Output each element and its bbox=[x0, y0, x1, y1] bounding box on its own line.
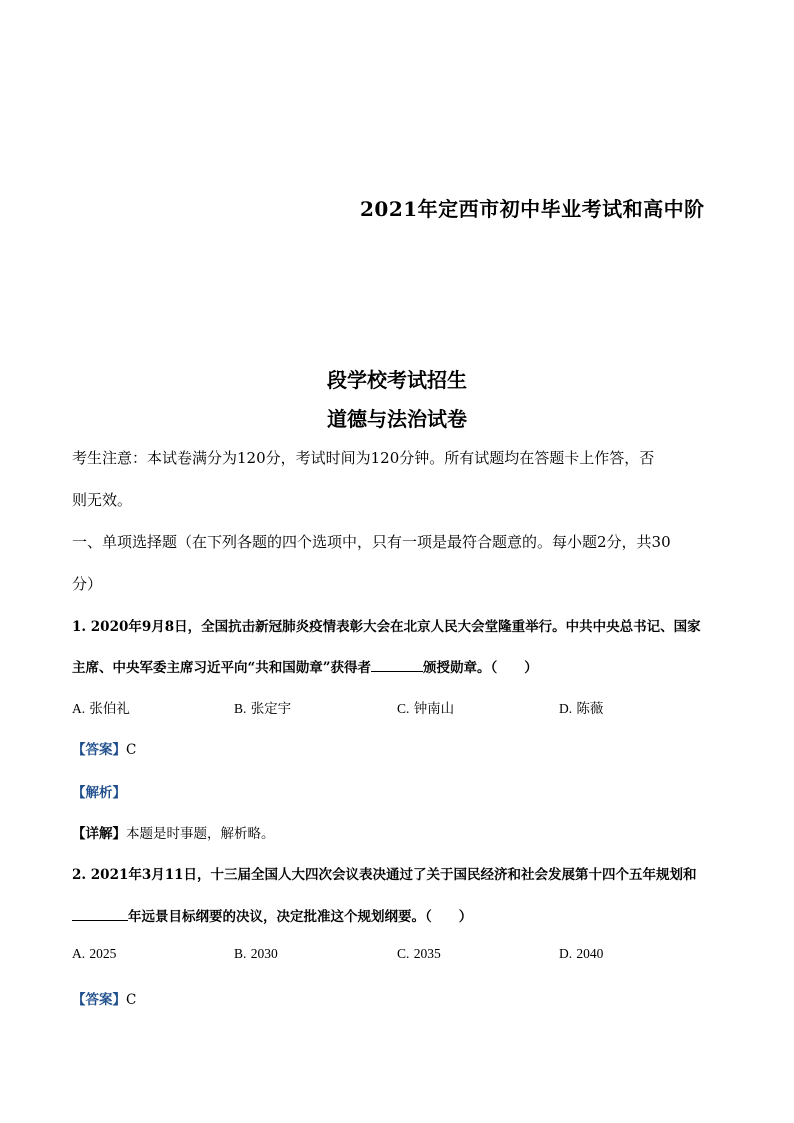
option-text: 张伯礼 bbox=[89, 701, 130, 717]
option-letter: A. bbox=[72, 946, 86, 961]
option-letter: D. bbox=[559, 946, 573, 961]
answer-value: C bbox=[126, 992, 137, 1008]
option-letter: A. bbox=[72, 701, 86, 716]
section-heading-line2: 分） bbox=[72, 575, 103, 593]
question-2-option-a bbox=[72, 946, 116, 962]
question-2-answer bbox=[72, 988, 136, 1008]
question-2-option-b bbox=[234, 946, 278, 962]
answer-value: C bbox=[126, 742, 137, 758]
question-2-option-c bbox=[397, 946, 441, 962]
option-letter: C. bbox=[397, 946, 410, 961]
detail-text: 本题是时事题，解析略。 bbox=[126, 826, 275, 842]
question-2-option-d bbox=[559, 946, 603, 962]
question-1-line1: 1. 2020年9月8日，全国抗击新冠肺炎疫情表彰大会在北京人民大会堂隆重举行。中共中央总书记、国家 bbox=[72, 619, 701, 635]
question-2-blank bbox=[72, 908, 128, 921]
notice-line2: 则无效。 bbox=[72, 491, 133, 509]
option-text: 2040 bbox=[576, 946, 604, 961]
question-1-line2 bbox=[72, 656, 538, 676]
option-text: 2030 bbox=[250, 946, 278, 961]
question-1-detail bbox=[72, 822, 275, 842]
question-1-option-b bbox=[234, 697, 291, 717]
analysis-label: 【解析】 bbox=[72, 785, 126, 801]
option-text: 张定宇 bbox=[250, 701, 292, 717]
question-1-line2-tail: 颁授勋章。（ ） bbox=[423, 660, 538, 676]
question-1-option-d bbox=[559, 697, 603, 717]
question-1-analysis bbox=[72, 781, 126, 801]
option-letter: C. bbox=[397, 701, 410, 716]
option-letter: D. bbox=[559, 701, 573, 716]
question-1-option-c bbox=[397, 697, 454, 717]
question-2-line1: 2. 2021年3月11日，十三届全国人大四次会议表决通过了关于国民经济和社会发展第十四个五年规划和 bbox=[72, 867, 697, 883]
option-letter: B. bbox=[234, 946, 247, 961]
question-1-blank bbox=[371, 659, 423, 672]
option-text: 2025 bbox=[89, 946, 117, 961]
exam-title-line2: 段学校考试招生 bbox=[327, 368, 467, 392]
exam-title-line1: 2021年定西市初中毕业考试和高中阶 bbox=[360, 197, 705, 221]
detail-label: 【详解】 bbox=[72, 826, 126, 842]
option-text: 钟南山 bbox=[413, 701, 455, 717]
option-letter: B. bbox=[234, 701, 247, 716]
question-2-line2-tail: 年远景目标纲要的决议，决定批准这个规划纲要。（ ） bbox=[128, 909, 473, 925]
question-1-answer bbox=[72, 738, 136, 758]
answer-label: 【答案】 bbox=[72, 742, 126, 758]
exam-title-line3: 道德与法治试卷 bbox=[327, 407, 467, 431]
question-2-line2 bbox=[72, 905, 472, 925]
question-1-option-a bbox=[72, 697, 130, 717]
section-heading-line1: 一、单项选择题（在下列各题的四个选项中，只有一项是最符合题意的。每小题2分，共30 bbox=[72, 533, 671, 551]
question-1-line2-text: 主席、中央军委主席习近平向“共和国勋章”获得者 bbox=[72, 660, 372, 676]
notice-line1: 考生注意：本试卷满分为120分，考试时间为120分钟。所有试题均在答题卡上作答，否 bbox=[72, 449, 655, 467]
option-text: 2035 bbox=[413, 946, 441, 961]
option-text: 陈薇 bbox=[576, 701, 604, 717]
answer-label: 【答案】 bbox=[72, 992, 126, 1008]
